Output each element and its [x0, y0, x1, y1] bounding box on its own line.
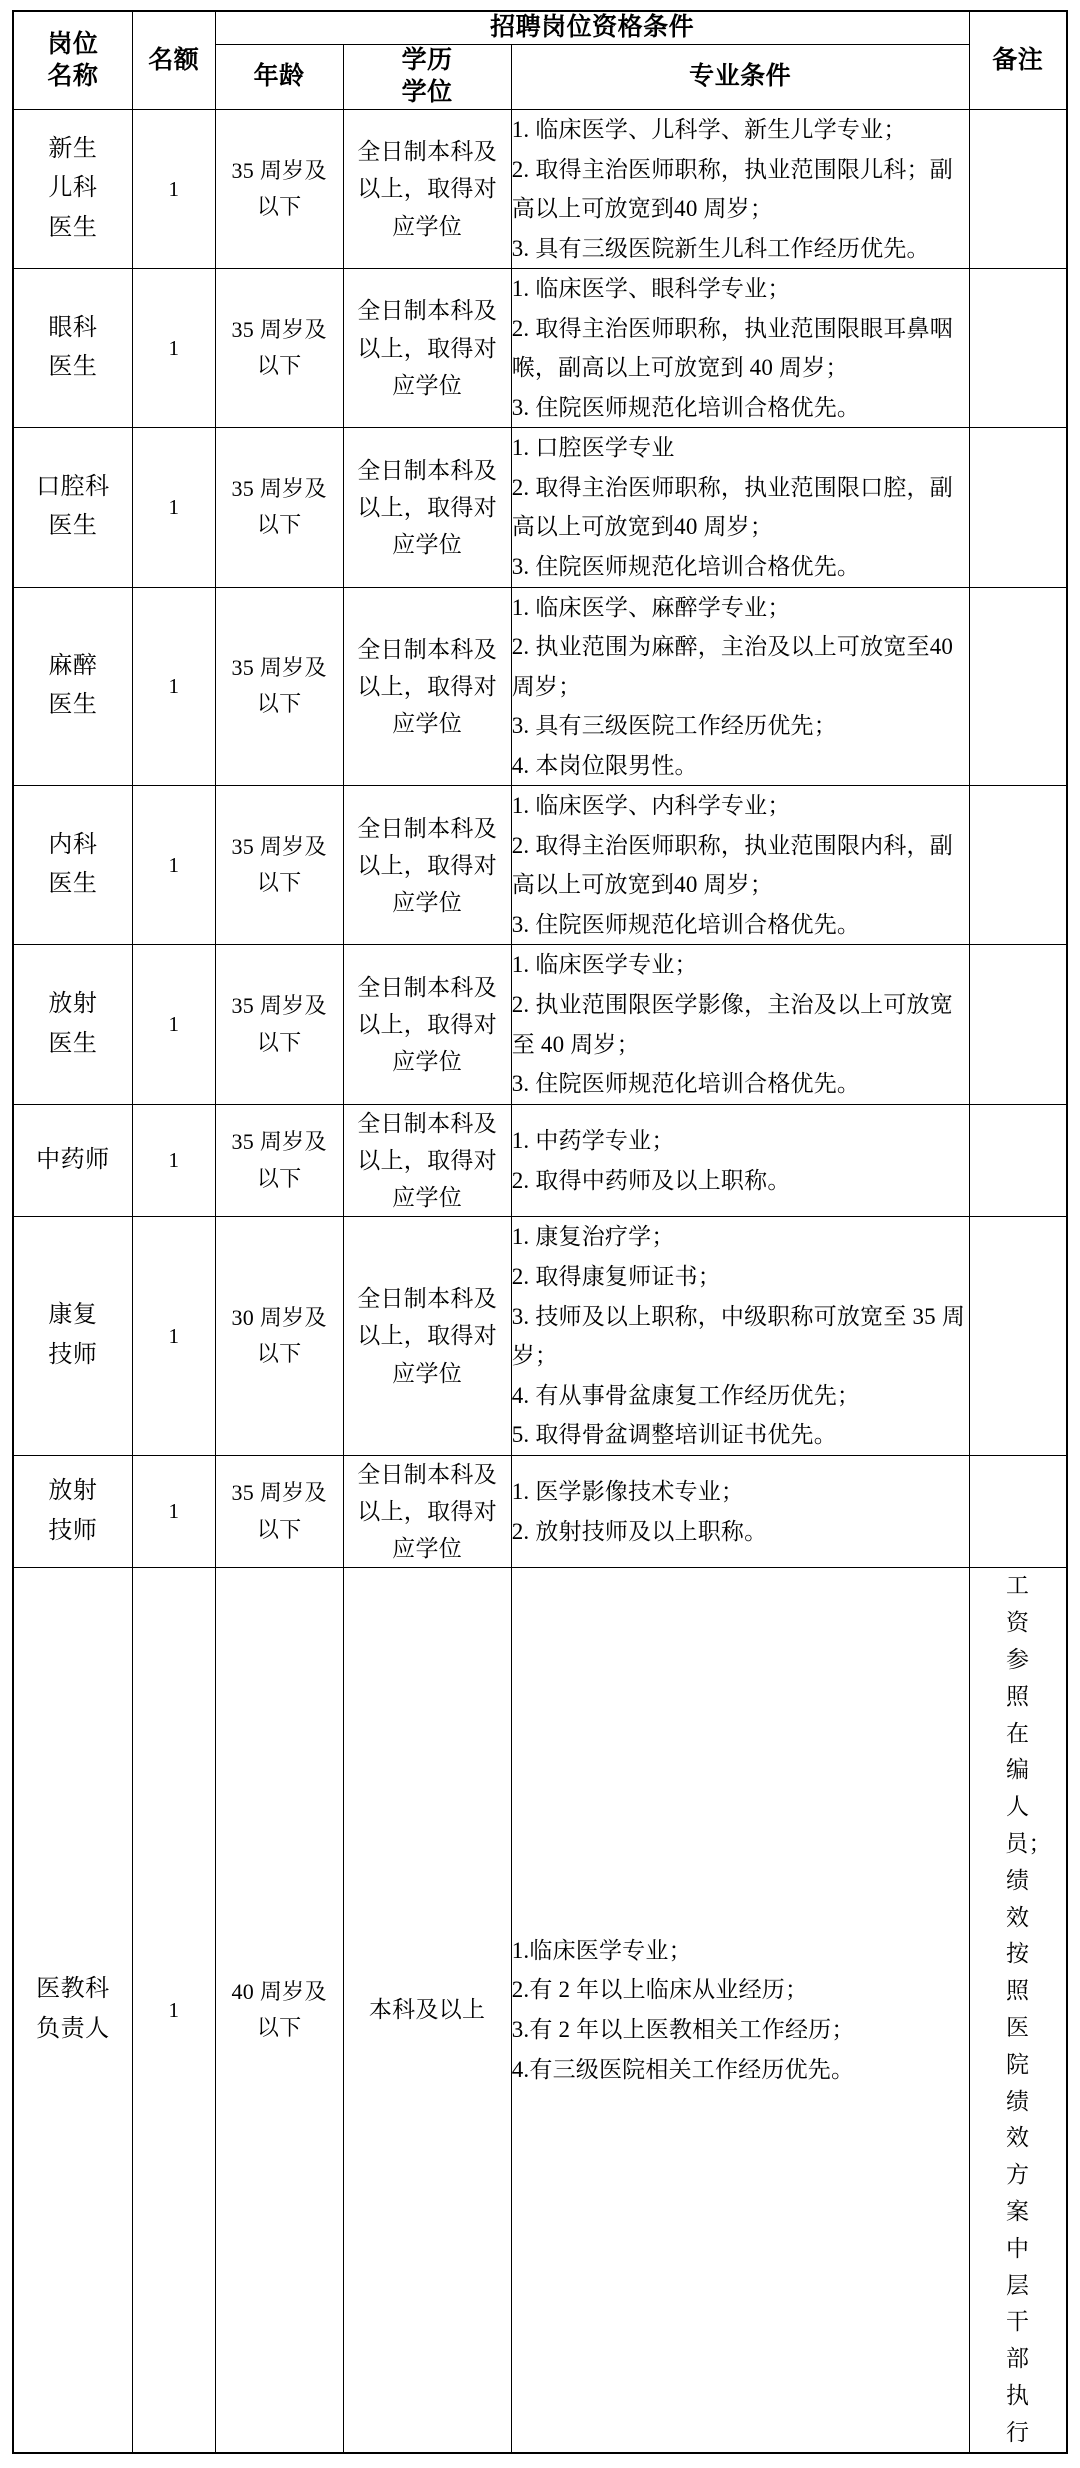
- cell-post-name: 医教科 负责人: [13, 1568, 132, 2453]
- cell-major-conditions: 1. 口腔医学专业 2. 取得主治医师职称，执业范围限口腔，副高以上可放宽到40 周岁； 3. 住院医师规范化培训合格优先。: [511, 428, 969, 587]
- cell-quota: 1: [132, 428, 215, 587]
- cell-remark: [969, 587, 1067, 786]
- recruitment-qualification-table: [12, 10, 1068, 2454]
- header-major-conditions: 专业条件: [511, 45, 969, 110]
- cell-post-name: 中药师: [13, 1104, 132, 1217]
- cell-age: 35 周岁及 以下: [215, 428, 343, 587]
- cell-quota: 1: [132, 587, 215, 786]
- table-row: [13, 110, 1067, 269]
- cell-age: 35 周岁及 以下: [215, 587, 343, 786]
- cell-quota: 1: [132, 110, 215, 269]
- cell-major-conditions: 1. 临床医学专业； 2. 执业范围限医学影像，主治及以上可放宽至 40 周岁； 3. 住院医师规范化培训合格优先。: [511, 945, 969, 1104]
- cell-education: 全日制本科及 以上，取得对 应学位: [343, 110, 511, 269]
- cell-quota: 1: [132, 786, 215, 945]
- table-row: [13, 1104, 1067, 1217]
- table-row: [13, 1568, 1067, 2453]
- cell-major-conditions: 1. 医学影像技术专业； 2. 放射技师及以上职称。: [511, 1455, 969, 1568]
- table-row: [13, 1455, 1067, 1568]
- cell-remark: [969, 269, 1067, 428]
- cell-major-conditions: 1. 康复治疗学； 2. 取得康复师证书； 3. 技师及以上职称，中级职称可放宽至 35 周岁； 4. 有从事骨盆康复工作经历优先； 5. 取得骨盆调整培训证书优先。: [511, 1217, 969, 1455]
- cell-age: 35 周岁及 以下: [215, 1104, 343, 1217]
- header-row-1: [13, 11, 1067, 45]
- cell-remark: [969, 1104, 1067, 1217]
- cell-major-conditions: 1. 临床医学、眼科学专业； 2. 取得主治医师职称，执业范围限眼耳鼻咽喉，副高以上可放宽到 40 周岁； 3. 住院医师规范化培训合格优先。: [511, 269, 969, 428]
- cell-major-conditions: 1. 中药学专业； 2. 取得中药师及以上职称。: [511, 1104, 969, 1217]
- cell-remark: [969, 110, 1067, 269]
- cell-remark: 工资参照在编人员；绩效按照医院绩效方案中层干部执行: [969, 1568, 1067, 2453]
- header-post-name: 岗位 名称: [13, 11, 132, 110]
- cell-education: 全日制本科及 以上，取得对 应学位: [343, 1104, 511, 1217]
- cell-post-name: 放射 技师: [13, 1455, 132, 1568]
- cell-quota: 1: [132, 945, 215, 1104]
- header-age: 年龄: [215, 45, 343, 110]
- table-body: [13, 110, 1067, 2453]
- header-remark: 备注: [969, 11, 1067, 110]
- cell-age: 40 周岁及 以下: [215, 1568, 343, 2453]
- cell-major-conditions: 1. 临床医学、内科学专业； 2. 取得主治医师职称，执业范围限内科，副高以上可放宽到40 周岁； 3. 住院医师规范化培训合格优先。: [511, 786, 969, 945]
- table-row: [13, 428, 1067, 587]
- cell-quota: 1: [132, 269, 215, 428]
- cell-post-name: 新生 儿科 医生: [13, 110, 132, 269]
- cell-major-conditions: 1.临床医学专业； 2.有 2 年以上临床从业经历； 3.有 2 年以上医教相关工作经历； 4.有三级医院相关工作经历优先。: [511, 1568, 969, 2453]
- cell-remark: [969, 1455, 1067, 1568]
- table-header: [13, 11, 1067, 110]
- cell-quota: 1: [132, 1217, 215, 1455]
- cell-age: 35 周岁及 以下: [215, 269, 343, 428]
- cell-major-conditions: 1. 临床医学、儿科学、新生儿学专业； 2. 取得主治医师职称，执业范围限儿科；副高以上可放宽到40 周岁； 3. 具有三级医院新生儿科工作经历优先。: [511, 110, 969, 269]
- cell-post-name: 内科 医生: [13, 786, 132, 945]
- cell-education: 全日制本科及 以上，取得对 应学位: [343, 945, 511, 1104]
- cell-age: 35 周岁及 以下: [215, 786, 343, 945]
- cell-post-name: 眼科 医生: [13, 269, 132, 428]
- cell-education: 本科及以上: [343, 1568, 511, 2453]
- cell-post-name: 康复 技师: [13, 1217, 132, 1455]
- cell-quota: 1: [132, 1455, 215, 1568]
- cell-education: 全日制本科及 以上，取得对 应学位: [343, 269, 511, 428]
- cell-post-name: 口腔科 医生: [13, 428, 132, 587]
- table-row: [13, 945, 1067, 1104]
- cell-quota: 1: [132, 1104, 215, 1217]
- table-row: [13, 1217, 1067, 1455]
- cell-remark: [969, 1217, 1067, 1455]
- table-row: [13, 269, 1067, 428]
- table-row: [13, 786, 1067, 945]
- cell-quota: 1: [132, 1568, 215, 2453]
- cell-post-name: 放射 医生: [13, 945, 132, 1104]
- header-education-degree: 学历 学位: [343, 45, 511, 110]
- cell-education: 全日制本科及 以上，取得对 应学位: [343, 587, 511, 786]
- cell-post-name: 麻醉 医生: [13, 587, 132, 786]
- table-row: [13, 587, 1067, 786]
- cell-major-conditions: 1. 临床医学、麻醉学专业； 2. 执业范围为麻醉，主治及以上可放宽至40 周岁； 3. 具有三级医院工作经历优先； 4. 本岗位限男性。: [511, 587, 969, 786]
- cell-age: 30 周岁及 以下: [215, 1217, 343, 1455]
- cell-education: 全日制本科及 以上，取得对 应学位: [343, 786, 511, 945]
- cell-remark: [969, 786, 1067, 945]
- cell-education: 全日制本科及 以上，取得对 应学位: [343, 428, 511, 587]
- cell-education: 全日制本科及 以上，取得对 应学位: [343, 1217, 511, 1455]
- cell-age: 35 周岁及 以下: [215, 945, 343, 1104]
- cell-age: 35 周岁及 以下: [215, 110, 343, 269]
- cell-remark: [969, 945, 1067, 1104]
- header-qualification-group: 招聘岗位资格条件: [215, 11, 969, 45]
- cell-education: 全日制本科及 以上，取得对 应学位: [343, 1455, 511, 1568]
- cell-remark: [969, 428, 1067, 587]
- cell-age: 35 周岁及 以下: [215, 1455, 343, 1568]
- header-quota: 名额: [132, 11, 215, 110]
